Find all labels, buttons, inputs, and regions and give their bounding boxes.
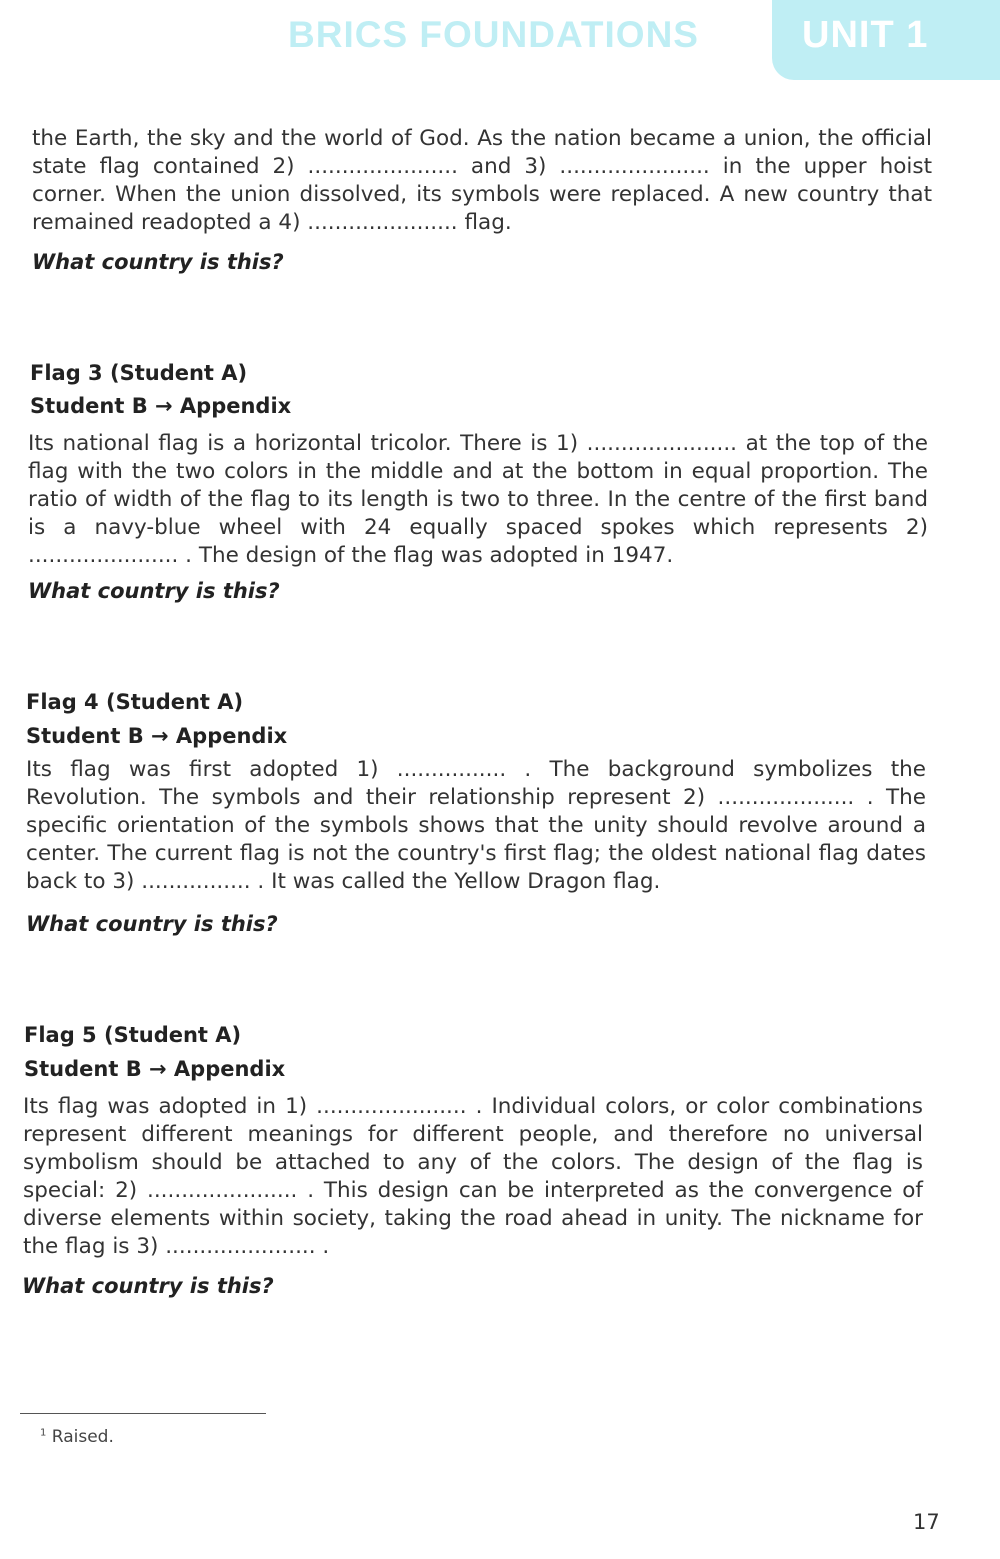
footnote-text: Raised. xyxy=(51,1427,114,1447)
flag-5-paragraph: Its flag was adopted in 1) ...................... . Individual colors, or color combinations represent different meanings for different people, and therefore no universal symbolism should be attached to any of the colors. The design of the flag is special: 2) ...................... . This design can be interpreted as the convergence of diverse elements within society, taking the road ahead in unity. The nickname for the flag is 3) ...................... . xyxy=(23,1094,923,1259)
flag-3-subtitle: Student B → Appendix xyxy=(30,394,292,418)
flag-3-question: What country is this? xyxy=(28,579,280,603)
unit-badge xyxy=(772,0,1000,80)
flag-5-title: Flag 5 (Student A) xyxy=(24,1023,242,1047)
flag-3-paragraph: Its national flag is a horizontal tricolor. There is 1) ...................... at the top of the flag with the two colors in the middle and at the bottom in equal proportion. The ratio of width of the flag to its length is two to three. In the centre of the first band is a navy-blue wheel with 24 equally spaced spokes which represents 2) ...................... . The design of the flag was adopted in 1947. xyxy=(28,431,928,568)
book-title: BRICS FOUNDATIONS xyxy=(288,14,699,55)
footnote xyxy=(40,1427,114,1447)
flag-4-title: Flag 4 (Student A) xyxy=(26,690,244,714)
intro-paragraph: the Earth, the sky and the world of God. As the nation became a union, the official state flag contained 2) ...................... and 3) ...................... in the upper hoist corner. When the union dissolved, its symbols were replaced. A new country that remained readopted a 4) ...................... flag. xyxy=(32,126,932,235)
footnote-marker: 1 xyxy=(40,1427,47,1439)
unit-label: UNIT 1 xyxy=(802,14,929,56)
flag-5-subtitle: Student B → Appendix xyxy=(24,1057,286,1081)
flag-4-subtitle: Student B → Appendix xyxy=(26,724,288,748)
intro-question: What country is this? xyxy=(32,250,284,274)
flag-3-title: Flag 3 (Student A) xyxy=(30,361,248,385)
page-number: 17 xyxy=(913,1510,940,1534)
flag-4-question: What country is this? xyxy=(26,912,278,936)
footnote-divider xyxy=(20,1413,266,1414)
flag-4-paragraph: Its flag was first adopted 1) ................ . The background symbolizes the Revolution. The symbols and their relationship represent 2) .................... . The specific orientation of the symbols shows that the unity should revolve around a center. The current flag is not the country's first flag; the oldest national flag dates back to 3) ................ . It was called the Yellow Dragon flag. xyxy=(26,757,926,894)
flag-5-question: What country is this? xyxy=(22,1274,274,1298)
